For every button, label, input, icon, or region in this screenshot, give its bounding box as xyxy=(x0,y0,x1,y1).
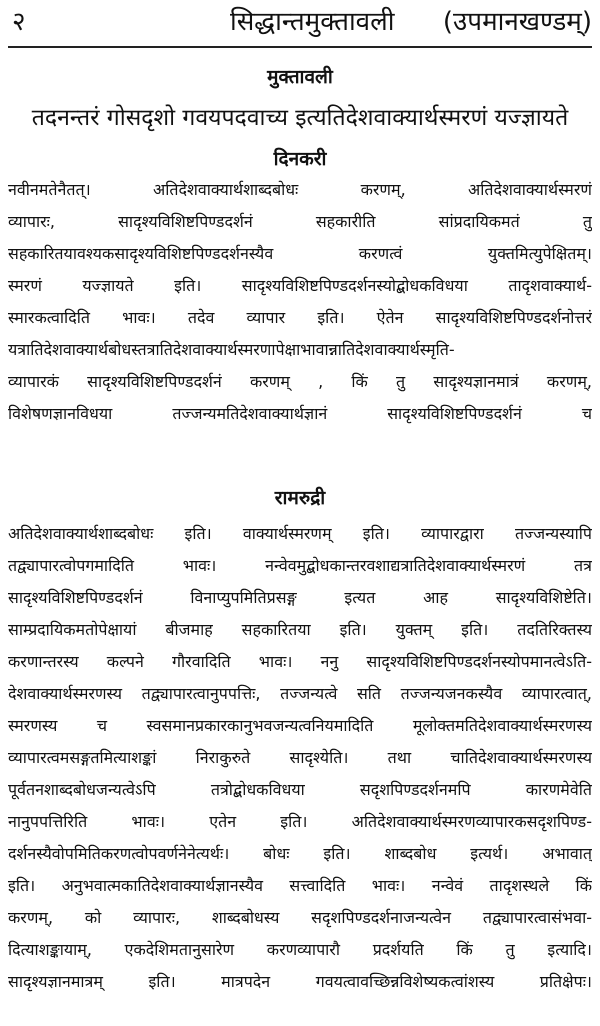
section-name: (उपमानखण्डम्) xyxy=(442,7,592,37)
ramarudri-line: अतिदेशवाक्यार्थशाब्दबोधः इति। वाक्यार्थस्मरणम् इति। व्यापारद्वारा तज्जन्यस्यापि xyxy=(8,524,592,543)
dinakari-commentary xyxy=(8,174,592,430)
ramarudri-line: नानुपपत्तिरिति भावः। एतेन इति। अतिदेशवाक्यार्थस्मरणव्यापारकसदृशपिण्ड- xyxy=(8,812,592,831)
dinakari-line: स्मारकत्वादिति भावः। तदेव व्यापार इति। ऐतेन सादृश्यविशिष्टपिण्डदर्शनोत्तरं xyxy=(8,308,592,327)
ramarudri-line: देशवाक्यार्थस्मरणस्य तद्व्यापारत्वानुपपत्तिः, तज्जन्यत्वे सति तज्जन्यजनकस्यैव व्यापारत्वात्, xyxy=(8,684,592,703)
dinakari-line: व्यापारकं सादृश्यविशिष्टपिण्डदर्शनं करणम् , किं तु सादृश्यज्ञानमात्रं करणम्, xyxy=(8,372,592,391)
ramarudri-line: इति। अनुभवात्मकातिदेशवाक्यार्थज्ञानस्यैव सत्त्वादिति भावः। नन्वेवं तादृशस्थले किं xyxy=(8,876,592,895)
dinakari-line: व्यापारः, सादृश्यविशिष्टपिण्डदर्शनं सहकारीति सांप्रदायिकमतं तु xyxy=(8,212,592,231)
page-number: २ xyxy=(12,7,26,37)
ramarudri-line: व्यापारत्वमसङ्गतमित्याशङ्कां निराकुरुते सादृश्येति। तथा चातिदेशवाक्यार्थस्मरणस्य xyxy=(8,748,592,767)
dinakari-line: नवीनमतेनैतत्। अतिदेशवाक्यार्थशाब्दबोधः करणम्, अतिदेशवाक्यार्थस्मरणं xyxy=(8,180,592,199)
ramarudri-line: करणम्, को व्यापारः, शाब्दबोधस्य सदृशपिण्डदर्शनाजन्यत्वेन तद्व्यापारत्वासंभवा- xyxy=(8,908,592,927)
dinakari-line: सहकारितयावश्यकसादृश्यविशिष्टपिण्डदर्शनस्यैव करणत्वं युक्तमित्युपेक्षितम्। xyxy=(8,244,592,263)
ramarudri-line: तद्व्यापारत्वोपगमादिति भावः। नन्वेवमुद्बोधकान्तरवशाद्यत्रातिदेशवाक्यार्थस्मरणं तत्र xyxy=(8,556,592,575)
muktavali-heading: मुक्तावली xyxy=(267,66,333,88)
dinakari-line: यत्रातिदेशवाक्यार्थबोधस्तत्रातिदेशवाक्यार्थस्मरणापेक्षाभावान्नातिदेशवाक्यार्थस्मृति- xyxy=(8,340,455,359)
ramarudri-heading: रामरुद्री xyxy=(274,487,326,509)
ramarudri-line: सादृश्यविशिष्टपिण्डदर्शनं विनाप्युपमितिप्रसङ्ग इत्यत आह सादृश्यविशिष्टेति। xyxy=(8,588,592,607)
book-title: सिद्धान्तमुक्तावली xyxy=(230,7,395,37)
muktavali-verse: तदनन्तरं गोसदृशो गवयपदवाच्य इत्यतिदेशवाक्यार्थस्मरणं यज्ज्ञायते xyxy=(31,105,569,131)
dinakari-heading: दिनकरी xyxy=(273,148,327,170)
ramarudri-line: दित्याशङ्कायाम्, एकदेशिमतानुसारेण करणव्यापारौ प्रदर्शयति किं तु इत्यादि। xyxy=(8,940,592,959)
running-header xyxy=(8,2,592,44)
ramarudri-line: पूर्वतनशाब्दबोधजन्यत्वेऽपि तत्रोद्बोधकविधया सदृशपिण्डदर्शनमपि कारणमेवेति xyxy=(8,780,592,799)
ramarudri-line: करणान्तरस्य कल्पने गौरवादिति भावः। ननु सादृश्यविशिष्टपिण्डदर्शनस्योपमानत्वेऽति- xyxy=(8,652,592,671)
header-rule xyxy=(8,46,592,48)
dinakari-line: स्मरणं यज्ज्ञायते इति। सादृश्यविशिष्टपिण्डदर्शनस्योद्बोधकविधया तादृशवाक्यार्थ- xyxy=(8,276,592,295)
ramarudri-commentary xyxy=(8,518,592,998)
ramarudri-line: साम्प्रदायिकमतोपेक्षायां बीजमाह सहकारितया इति। युक्तम् इति। तदतिरिक्तस्य xyxy=(8,620,592,639)
ramarudri-line: दर्शनस्यैवोपमितिकरणत्वोपवर्णनेनेत्यर्थः। बोधः इति। शाब्दबोध इत्यर्थ। अभावात् xyxy=(8,844,592,863)
dinakari-line: विशेषणज्ञानविधया तज्जन्यमतिदेशवाक्यार्थज्ञानं सादृश्यविशिष्टपिण्डदर्शनं च xyxy=(8,404,592,423)
ramarudri-line: सादृश्यज्ञानमात्रम् इति। मात्रपदेन गवयत्वावच्छिन्नविशेष्यकत्वांशस्य प्रतिक्षेपः। xyxy=(8,972,592,991)
ramarudri-line: स्मरणस्य च स्वसमानप्रकारकानुभवजन्यत्वनियमादिति मूलोक्तमतिदेशवाक्यार्थस्मरणस्य xyxy=(8,716,592,735)
